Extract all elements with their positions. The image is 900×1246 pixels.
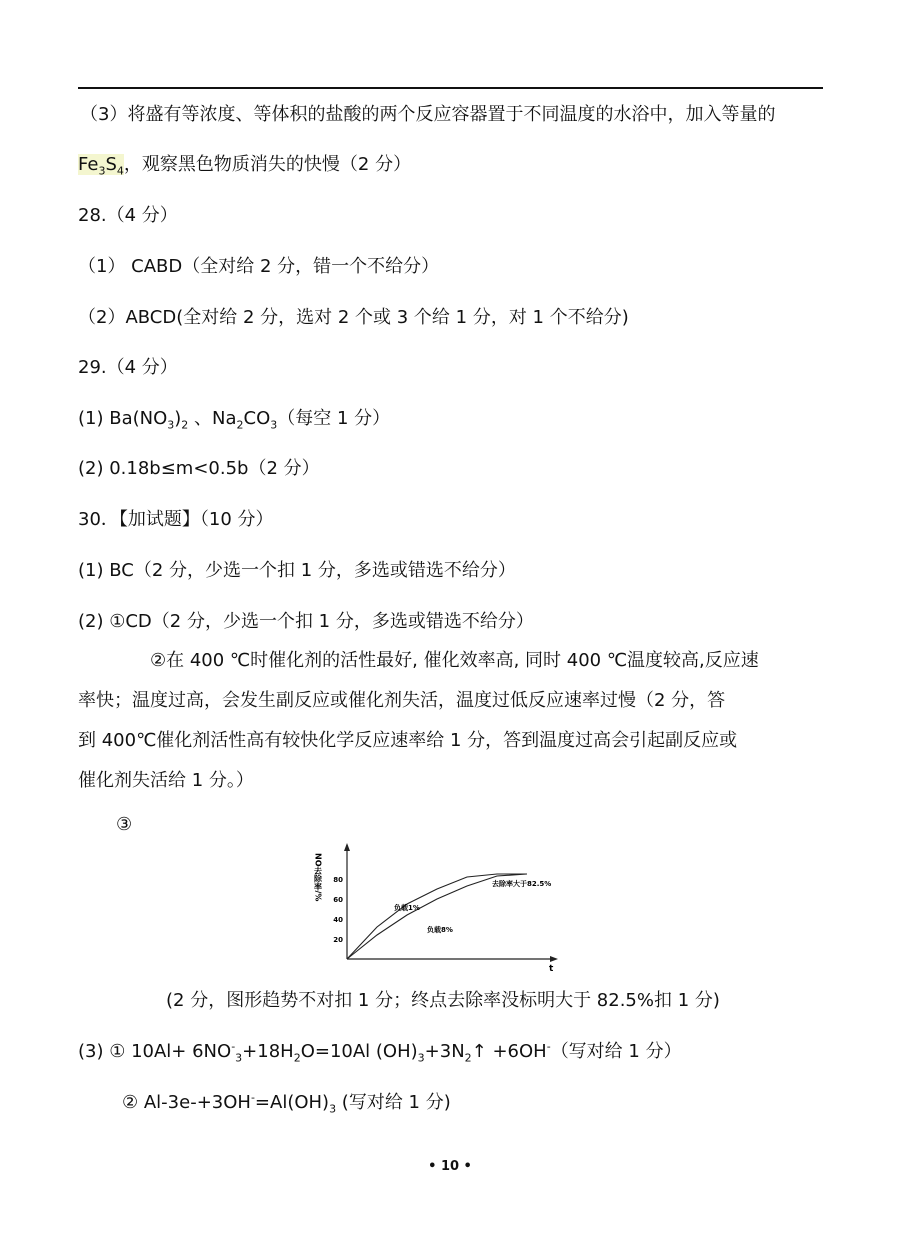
series-label-8pct: 负载8%	[427, 926, 453, 934]
q30-item3-1: (3) ① $10Al+ 6NO^-_3+18H_2O=10Al$ $(OH)_3+3N_2↑ +6OH^-$（写对给 1 分）	[78, 1040, 682, 1065]
y-axis-label: NO去除率/%	[313, 853, 323, 902]
q30-item2-2-line1: ②在 400 ℃时催化剂的活性最好, 催化效率高, 同时 400 ℃温度较高,反应速	[150, 650, 759, 671]
series-label-1pct: 负载1%	[394, 904, 420, 912]
q30-title: 30．【加试题】（10 分）	[78, 509, 274, 530]
y-axis-arrow	[344, 843, 350, 851]
q29-title: 29.（4 分）	[78, 357, 178, 378]
q30-item1: (1) BC（2 分，少选一个扣 1 分，多选或错选不给分）	[78, 560, 516, 581]
q27-3-line1: （3）将盛有等浓度、等体积的盐酸的两个反应容器置于不同温度的水浴中，加入等量的	[80, 104, 776, 125]
q29-item2: (2) 0.18b≤m<0.5b（2 分）	[78, 458, 320, 479]
endpoint-annotation: 去除率大于82.5%	[492, 880, 552, 888]
page-number: • 10 •	[428, 1159, 472, 1174]
q30-item2-2-line4: 催化剂失活给 1 分。）	[78, 770, 254, 791]
q30-item2-2-line3: 到 400℃催化剂活性高有较快化学反应速率给 1 分，答到温度过高会引起副反应或	[78, 730, 738, 751]
x-axis-label: t	[549, 964, 554, 973]
y-tick-label-80: 80	[333, 876, 343, 884]
x-axis-arrow	[550, 956, 558, 962]
q30-item2-3: ③	[116, 814, 133, 835]
q30-item2-1: (2) ①CD（2 分，少选一个扣 1 分，多选或错选不给分）	[78, 611, 534, 632]
q30-item2-2-line2: 率快；温度过高，会发生副反应或催化剂失活，温度过低反应速率过慢（2 分，答	[78, 690, 726, 711]
removal-rate-chart	[312, 843, 582, 973]
q27-3-line2: $Fe_3S_4$，观察黑色物质消失的快慢（2 分）	[78, 154, 412, 178]
chart-scoring-note: (2 分，图形趋势不对扣 1 分；终点去除率没标明大于 82.5%扣 1 分)	[166, 990, 720, 1011]
q28-title: 28.（4 分）	[78, 205, 178, 226]
top-rule	[78, 87, 823, 89]
y-tick-labels	[333, 876, 343, 944]
q30-item3-2: ② $Al-3e-+3OH^-=Al(OH)_3$ (写对给 1 分)	[122, 1091, 451, 1116]
q28-item1: （1） CABD（全对给 2 分，错一个不给分）	[78, 256, 440, 277]
q28-item2: （2）ABCD(全对给 2 分，选对 2 个或 3 个给 1 分，对 1 个不给分)	[78, 307, 629, 328]
y-tick-label-20: 20	[333, 936, 343, 944]
formula-fe3s4: $Fe_3S_4$	[78, 154, 124, 178]
y-tick-label-40: 40	[333, 916, 343, 924]
q29-item1: (1) $Ba(NO_3)_2$ 、$Na_2CO_3$（每空 1 分）	[78, 408, 391, 432]
y-tick-label-60: 60	[333, 896, 343, 904]
